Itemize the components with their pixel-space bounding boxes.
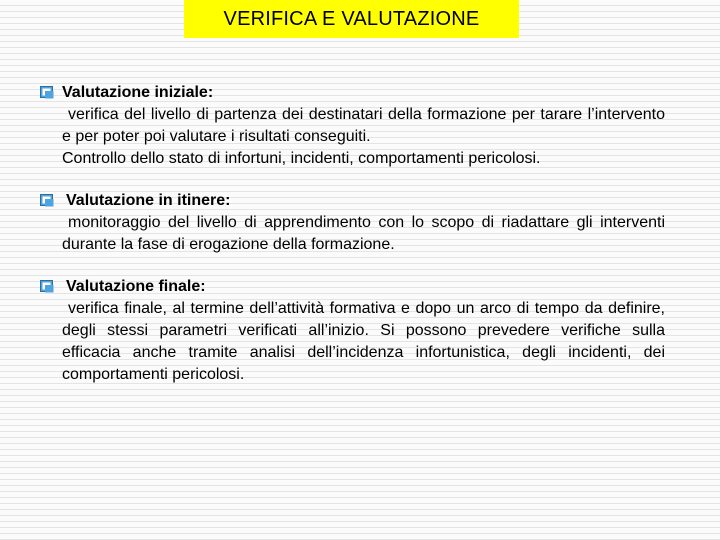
section-paragraph: monitoraggio del livello di apprendimento con lo scopo di riadattare gli interventi durante la fase di erogazione della formazione. [62,214,665,253]
section-heading-row [40,276,665,298]
checkbox-bullet-icon [40,280,54,293]
section-valutazione-in-itinere [40,190,665,256]
slide-title: VERIFICA E VALUTAZIONE [184,0,519,38]
section-valutazione-finale [40,276,665,386]
section-heading-row [40,190,665,212]
section-heading: Valutazione iniziale: [62,84,214,101]
checkbox-bullet-icon [40,86,54,99]
section-paragraph: verifica finale, al termine dell’attività formativa e dopo un arco di tempo da definire, degli stessi parametri verificati all’inizio. Si possono prevedere verifiche sulla efficacia anche tramite analisi dell’incidenza infortunistica, degli incidenti, dei comportamenti pericolosi. [62,300,665,383]
section-heading-row [40,82,665,104]
section-paragraph: verifica del livello di partenza dei destinatari della formazione per tarare l’intervento e per poter poi valutare i risultati conseguiti. [62,106,665,145]
section-heading: Valutazione finale: [66,278,206,295]
section-valutazione-iniziale [40,82,665,170]
section-heading: Valutazione in itinere: [66,192,231,209]
checkbox-bullet-icon [40,194,54,207]
section-paragraph: Controllo dello stato di infortuni, incidenti, comportamenti pericolosi. [62,150,541,167]
